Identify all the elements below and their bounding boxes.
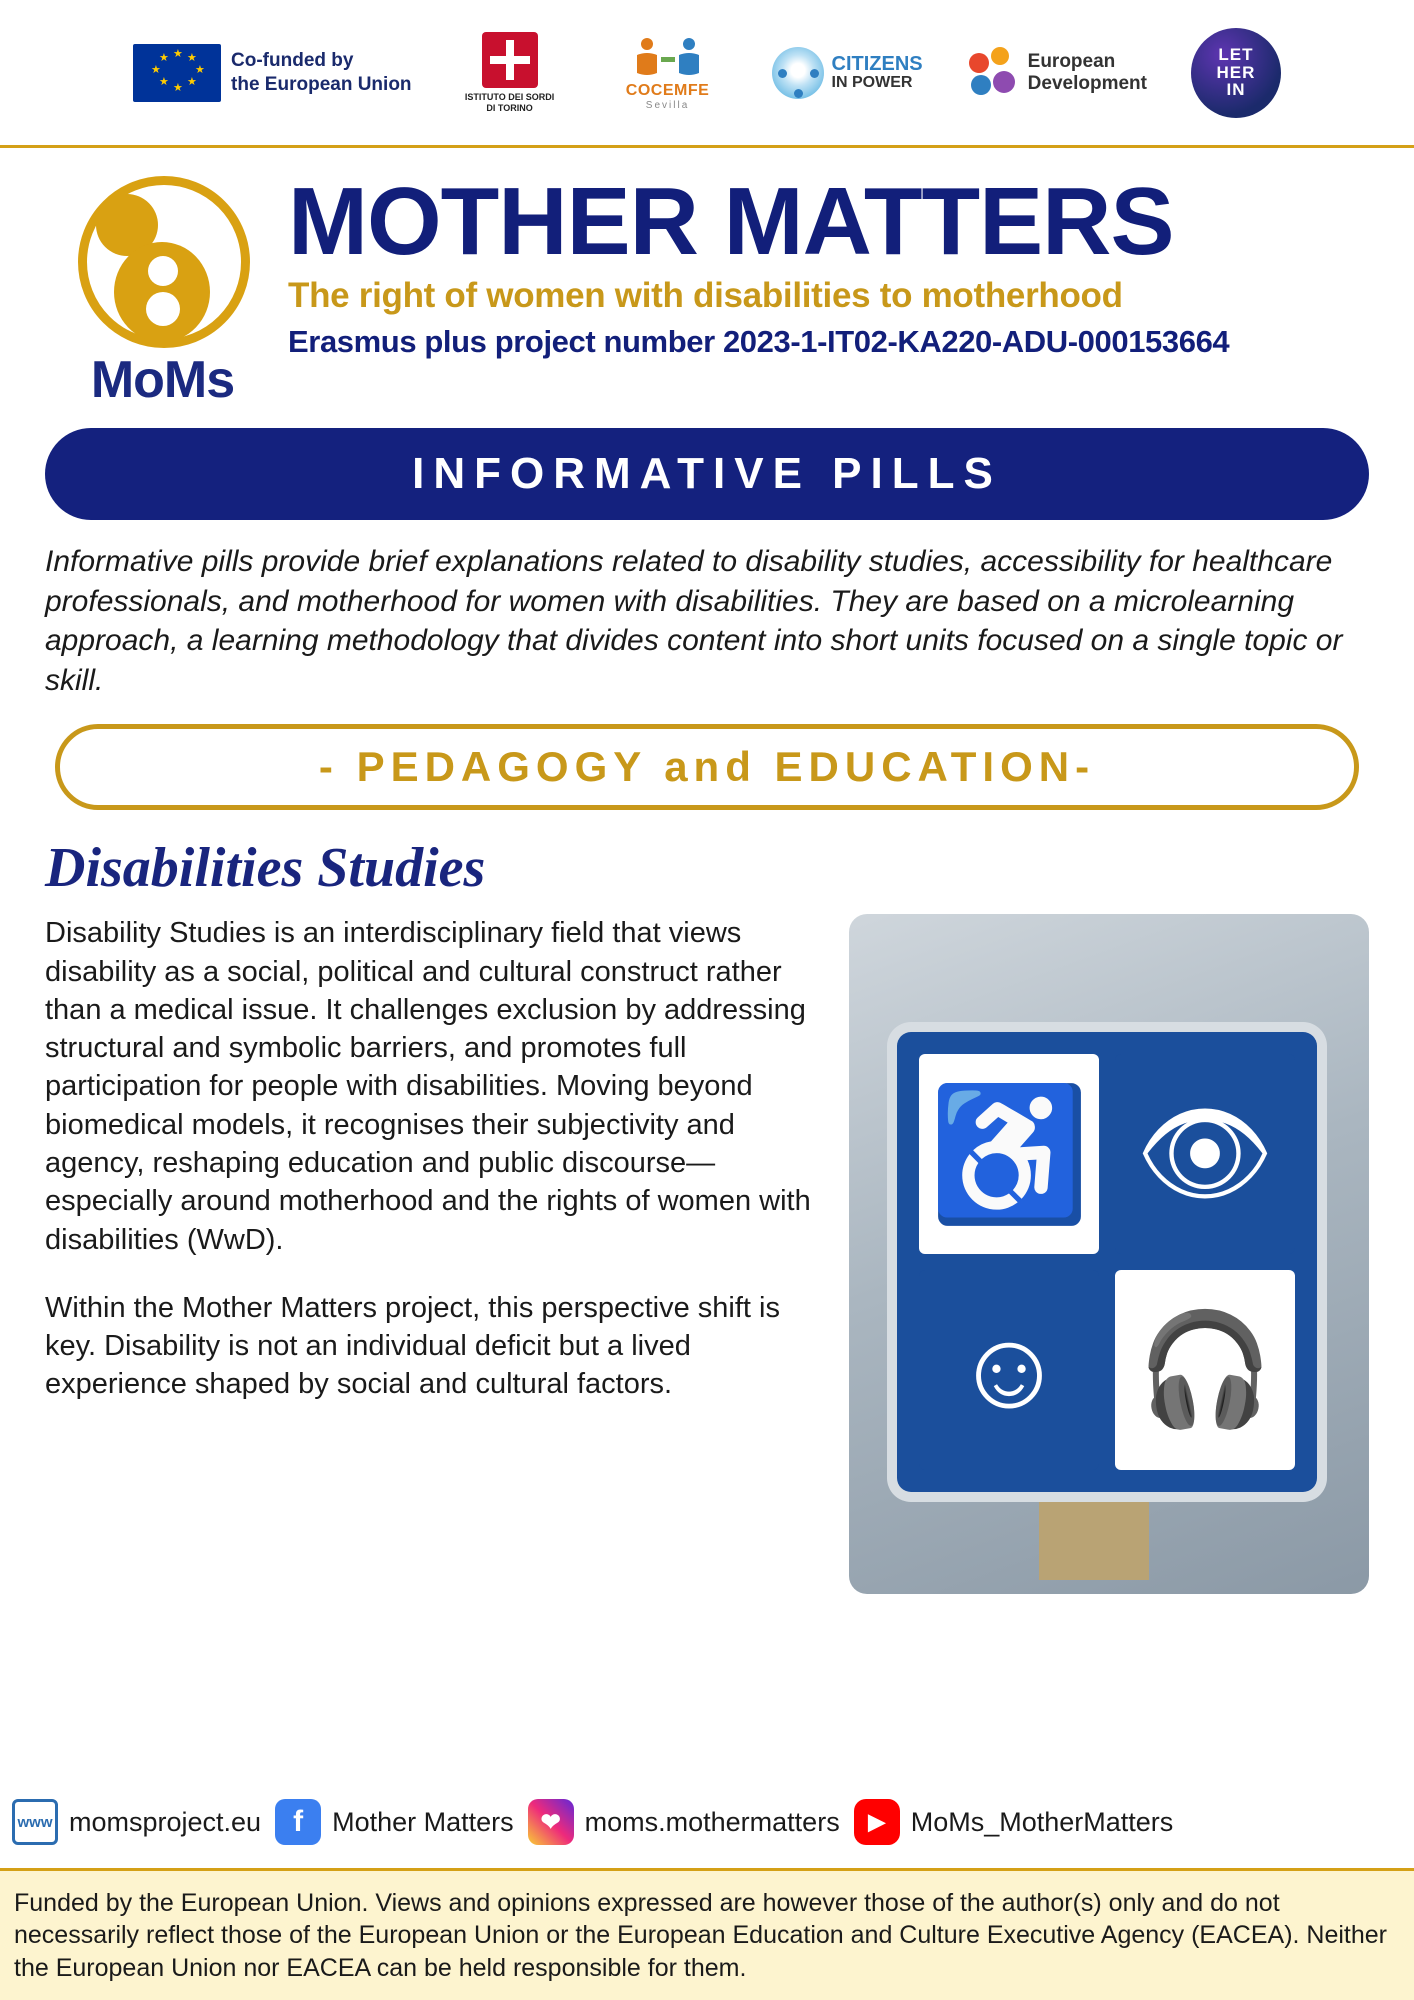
logo-eu-line1: Co-funded by bbox=[231, 49, 354, 71]
citizens-in-power-icon bbox=[772, 47, 824, 99]
moms-logo bbox=[55, 170, 270, 410]
social-label-instagram: moms.mothermatters bbox=[584, 1806, 840, 1837]
social-link-instagram[interactable] bbox=[528, 1799, 840, 1845]
accessibility-sign-photo bbox=[849, 914, 1369, 1594]
facebook-icon: f bbox=[275, 1799, 321, 1845]
logo-eudev-line2: Development bbox=[1027, 72, 1147, 94]
red-cross-icon bbox=[482, 32, 538, 88]
low-vision-eye-icon: 👁 bbox=[1135, 1092, 1275, 1216]
moms-mother-child-icon bbox=[68, 176, 258, 348]
logo-citizens-in-power bbox=[772, 47, 923, 99]
title-block bbox=[0, 148, 1414, 410]
cocemfe-icon bbox=[608, 34, 728, 82]
project-number: Erasmus plus project number 2023-1-IT02-KA220-ADU-000153664 bbox=[288, 324, 1230, 360]
social-label-website: momsproject.eu bbox=[69, 1806, 262, 1837]
face-profile-icon: ☺ bbox=[952, 1308, 1066, 1432]
logo-citizens-line1: CITIZENS bbox=[831, 52, 923, 75]
website-icon: www bbox=[12, 1799, 58, 1845]
partner-logo-bar bbox=[0, 0, 1414, 148]
eu-flag-icon: ★ ★ ★ ★ ★ ★ ★ ★ bbox=[133, 44, 221, 102]
logo-lether-in bbox=[1191, 28, 1281, 118]
section-pill-pedagogy-education: - PEDAGOGY and EDUCATION- bbox=[55, 724, 1359, 810]
logo-lether-line1: LET bbox=[1218, 44, 1254, 64]
article-heading: Disabilities Studies bbox=[45, 837, 486, 900]
logo-eu-line2: the European Union bbox=[231, 73, 412, 95]
logo-lether-line3: IN bbox=[1226, 80, 1246, 100]
logo-eu bbox=[133, 44, 412, 102]
social-label-facebook: Mother Matters bbox=[332, 1806, 514, 1837]
moms-logo-text: MoMs bbox=[90, 351, 235, 409]
intro-paragraph: Informative pills provide brief explanations related to disability studies, accessibility for healthcare professionals, and motherhood for women with disabilities. They are based on a microlearning approach, a learning methodology that divides content into short units focused on a single topic or skill. bbox=[45, 545, 1343, 697]
logo-cocemfe-name: COCEMFE bbox=[625, 82, 710, 99]
hearing-aid-icon: 🎧 bbox=[1136, 1308, 1274, 1432]
social-link-youtube[interactable] bbox=[854, 1799, 1174, 1845]
logo-citizens-line2: IN POWER bbox=[831, 73, 913, 91]
wheelchair-icon: ♿ bbox=[928, 1081, 1090, 1228]
social-bar bbox=[0, 1799, 1414, 1845]
european-development-icon bbox=[967, 47, 1019, 99]
logo-eu-text bbox=[231, 49, 412, 97]
article-body bbox=[45, 914, 823, 1403]
informative-pills-banner: INFORMATIVE PILLS bbox=[45, 428, 1369, 520]
logo-isd-line1: ISTITUTO DEI SORDI bbox=[464, 91, 555, 102]
logo-cocemfe bbox=[608, 34, 728, 111]
funding-disclaimer: Funded by the European Union. Views and opinions expressed are however those of the author(s) only and do not necessarily reflect those of the European Union or the European Education and Culture Executive Agency (EACEA). Neither the European Union nor EACEA can be held responsible for them. bbox=[0, 1868, 1414, 2000]
social-label-youtube: MoMs_MotherMatters bbox=[910, 1806, 1174, 1837]
social-link-facebook[interactable] bbox=[275, 1799, 514, 1845]
article-content bbox=[0, 810, 1414, 1594]
logo-lether-line2: HER bbox=[1216, 62, 1256, 82]
page-subtitle: The right of women with disabilities to motherhood bbox=[288, 276, 1123, 316]
youtube-icon: ▶ bbox=[854, 1799, 900, 1845]
page-title: MOTHER MATTERS bbox=[288, 168, 1174, 275]
logo-cocemfe-sub: Sevilla bbox=[645, 100, 690, 111]
logo-eudev-line1: European bbox=[1027, 50, 1116, 72]
article-paragraph-1: Disability Studies is an interdisciplinary field that views disability as a social, political and cultural construct rather than a medical issue. It challenges exclusion by addressing structural and symbolic barriers, and promotes full participation for people with disabilities. Moving beyond biomedical models, it recognises their subjectivity and agency, reshaping education and public discourse—especially around motherhood and the rights of women with disabilities (WwD). bbox=[45, 917, 811, 1256]
instagram-icon: ❤ bbox=[528, 1799, 574, 1845]
article-paragraph-2: Within the Mother Matters project, this perspective shift is key. Disability is not an individual deficit but a lived experience shaped by social and cultural factors. bbox=[45, 1291, 780, 1401]
logo-isd-line2: DI TORINO bbox=[486, 102, 533, 113]
social-link-website[interactable] bbox=[12, 1799, 261, 1845]
logo-istituto-dei-sordi bbox=[456, 32, 564, 114]
logo-european-development bbox=[967, 47, 1147, 99]
